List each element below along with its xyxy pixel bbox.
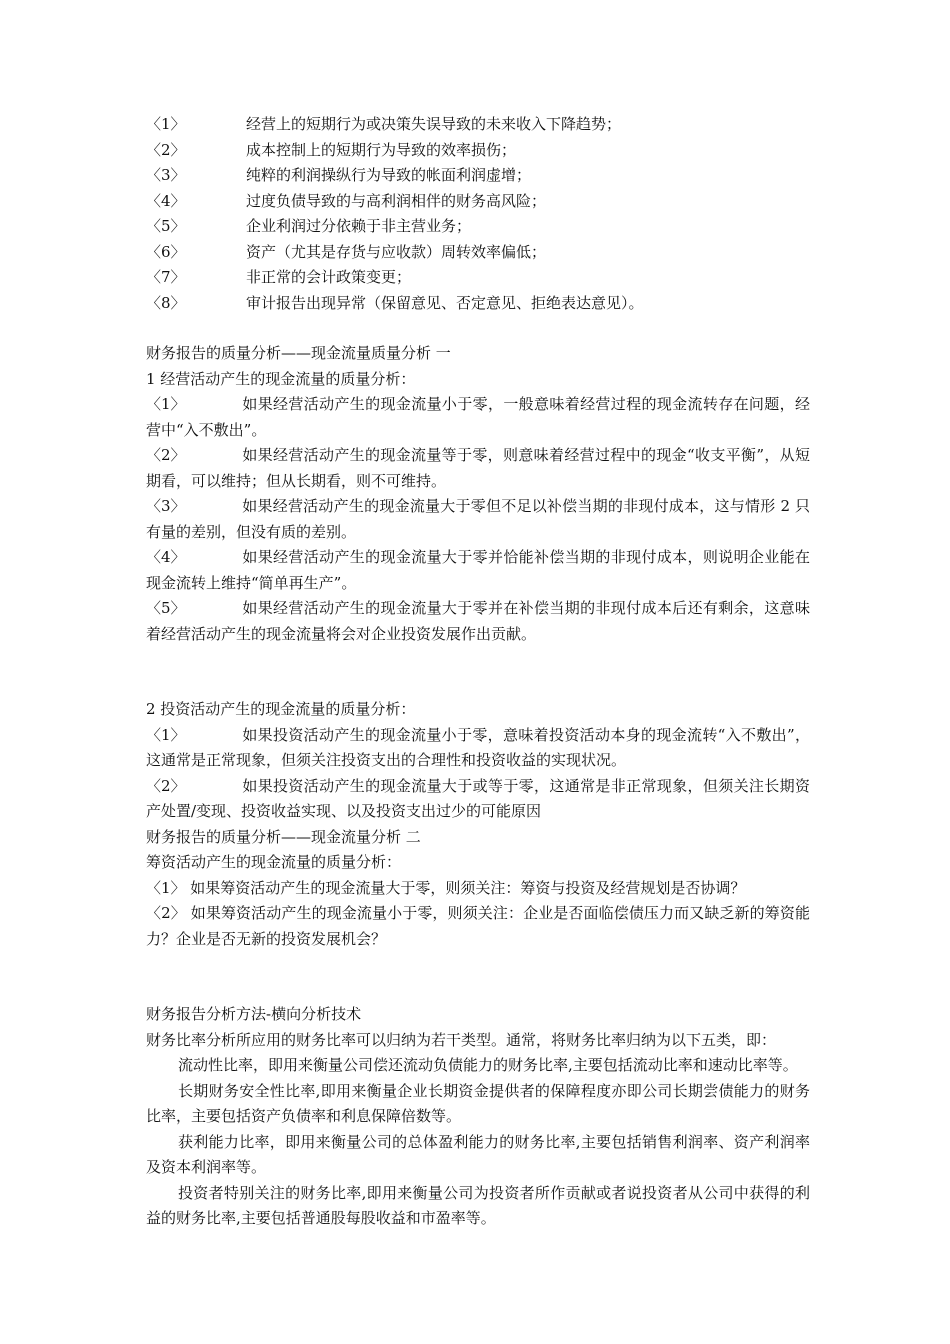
- paragraph: 〈2〉 如果投资活动产生的现金流量大于或等于零，这通常是非正常现象，但须关注长期资产处置/变现、投资收益实现、以及投资支出过少的可能原因: [146, 776, 810, 820]
- paragraph: 〈2〉 如果经营活动产生的现金流量等于零，则意味着经营过程中的现金“收支平衡”，从短期看，可以维持；但从长期看，则不可维持。: [146, 446, 810, 490]
- paragraph: 流动性比率，即用来衡量公司偿还流动负债能力的财务比率,主要包括流动比率和速动比率等。: [178, 1056, 798, 1074]
- paragraph: 财务比率分析所应用的财务比率可以归纳为若干类型。通常，将财务比率归纳为以下五类，即：: [146, 1030, 777, 1049]
- risk-list: [146, 112, 810, 316]
- paragraph: 〈1〉 如果投资活动产生的现金流量小于零，意味着投资活动本身的现金流转“入不敷出”，这通常是正常现象，但须关注投资支出的合理性和投资收益的实现状况。: [146, 725, 810, 769]
- list-item: 〈8〉 审计报告出现异常（保留意见、否定意见、拒绝表达意见）。: [146, 293, 644, 312]
- paragraph: 〈1〉 如果筹资活动产生的现金流量大于零，则须关注：筹资与投资及经营规划是否协调？: [146, 878, 746, 897]
- paragraph: 〈3〉 如果经营活动产生的现金流量大于零但不足以补偿当期的非现付成本，这与情形 2 只有量的差别，但没有质的差别。: [146, 497, 810, 541]
- paragraph: 〈1〉 如果经营活动产生的现金流量小于零，一般意味着经营过程的现金流转存在问题，经营中“入不敷出”。: [146, 395, 810, 439]
- section-subtitle: 1 经营活动产生的现金流量的质量分析：: [146, 369, 416, 388]
- list-item: 〈2〉 成本控制上的短期行为导致的效率损伤；: [146, 140, 517, 159]
- paragraph: 〈4〉 如果经营活动产生的现金流量大于零并恰能补偿当期的非现付成本，则说明企业能在现金流转上维持“简单再生产”。: [146, 548, 810, 592]
- section-subtitle: 筹资活动产生的现金流量的质量分析：: [146, 853, 402, 871]
- list-item: 〈1〉 经营上的短期行为或决策失误导致的未来收入下降趋势；: [146, 115, 622, 133]
- paragraph: 〈5〉 如果经营活动产生的现金流量大于零并在补偿当期的非现付成本后还有剩余，这意味着经营活动产生的现金流量将会对企业投资发展作出贡献。: [146, 599, 810, 643]
- section-title: 财务报告的质量分析——现金流量分析 二: [146, 827, 421, 846]
- list-item: 〈7〉 非正常的会计政策变更；: [146, 268, 412, 286]
- list-item: 〈3〉 纯粹的利润操纵行为导致的帐面利润虚增；: [146, 166, 532, 184]
- list-item: 〈6〉 资产（尤其是存货与应收款）周转效率偏低；: [146, 242, 547, 261]
- paragraph: 长期财务安全性比率,即用来衡量企业长期资金提供者的保障程度亦即公司长期尝债能力的财务比率，主要包括资产负债率和利息保障倍数等。: [146, 1081, 810, 1125]
- paragraph: 获利能力比率，即用来衡量公司的总体盈利能力的财务比率,主要包括销售利润率、资产利润率及资本利润率等。: [146, 1132, 810, 1176]
- paragraph: 投资者特别关注的财务比率,即用来衡量公司为投资者所作贡献或者说投资者从公司中获得的利益的财务比率,主要包括普通股每股收益和市盈率等。: [146, 1183, 810, 1227]
- paragraph: 〈2〉 如果筹资活动产生的现金流量小于零，则须关注：企业是否面临偿债压力而又缺乏新的筹资能力？企业是否无新的投资发展机会？: [146, 904, 810, 948]
- list-item: 〈5〉 企业利润过分依赖于非主营业务；: [146, 217, 472, 235]
- document-page: [146, 112, 810, 1232]
- list-item: 〈4〉 过度负债导致的与高利润相伴的财务高风险；: [146, 191, 547, 210]
- section-title: 财务报告分析方法-横向分析技术: [146, 1005, 362, 1023]
- section-title: 财务报告的质量分析——现金流量质量分析 一: [146, 344, 451, 362]
- section-subtitle: 2 投资活动产生的现金流量的质量分析：: [146, 700, 416, 718]
